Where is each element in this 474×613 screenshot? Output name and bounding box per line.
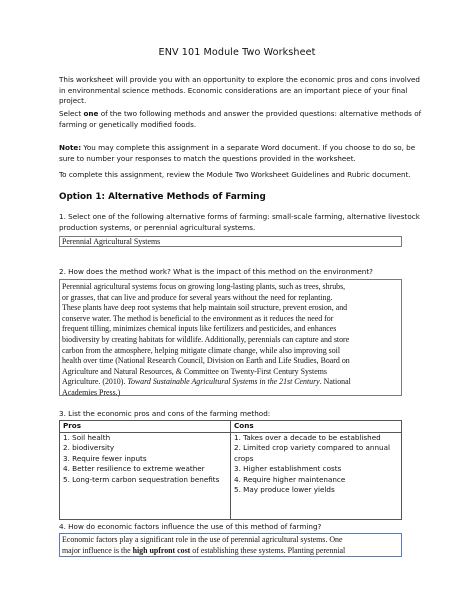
- answer-4-line-2-suffix: of establishing these systems. Planting perennial: [190, 545, 346, 555]
- select-suffix: of the two following methods and answer the provided questions: alternative methods of farming or genetically modified foods.: [59, 109, 422, 129]
- cons-list-item: 2. Limited crop variety compared to annual: [234, 443, 390, 453]
- table-header-row: [60, 421, 402, 433]
- select-bold: one: [83, 109, 99, 118]
- pros-list-item: 5. Long-term carbon sequestration benefits: [63, 474, 220, 484]
- intro-paragraph: This worksheet will provide you with an opportunity to explore the economic pros and cons involved in environmental science methods. Economic considerations are an important piece of your final project.: [59, 75, 420, 106]
- answer-2-citation-lead: Agriculture. (2010).: [62, 377, 128, 387]
- answer-2-line: These plants have deep root systems that help maintain soil structure, prevent erosion, and: [62, 303, 348, 313]
- cons-header: Cons: [231, 421, 402, 433]
- question-1: 1. Select one of the following alternative forms of farming: small-scale farming, alternative livestock production systems, or perennial agricultural systems.: [59, 212, 420, 232]
- select-paragraph: [59, 109, 424, 130]
- question-4: 4. How do economic factors influence the use of this method of farming?: [59, 522, 322, 531]
- answer-4-line-2: [62, 546, 399, 557]
- answer-4-line-1: Economic factors play a significant role in the use of perennial agricultural systems. One: [62, 535, 343, 544]
- cons-list-item: crops: [234, 453, 254, 463]
- answer-2-book-title: Toward Sustainable Agricultural Systems in the 21st Century: [127, 377, 320, 387]
- answer-2-line: health over time (National Research Council, Division on Earth and Life Studies, Board on: [62, 356, 350, 366]
- cons-list-item: 1. Takes over a decade to be established: [234, 433, 381, 442]
- select-prefix: Select: [59, 109, 84, 118]
- complete-paragraph: To complete this assignment, review the Module Two Worksheet Guidelines and Rubric document.: [59, 170, 411, 179]
- answer-2-line: Perennial agricultural systems focus on growing long-lasting plants, such as trees, shrubs,: [62, 282, 346, 291]
- note-paragraph: [59, 143, 424, 164]
- cons-list-item: 3. Higher establishment costs: [234, 464, 342, 474]
- answer-2-field[interactable]: [59, 279, 402, 396]
- answer-2-last-line: Academies Press.): [62, 387, 121, 397]
- answer-4-line-2-prefix: major influence is the: [62, 545, 133, 555]
- answer-2-line: conserve water. The method is beneficial to the environment as it reduces the need for: [62, 313, 334, 323]
- answer-2-line: or grasses, that can live and produce for several years without the need for replanting.: [62, 292, 333, 302]
- question-2: 2. How does the method work? What is the impact of this method on the environment?: [59, 267, 373, 276]
- pros-list-item: 1. Soil health: [63, 433, 111, 442]
- pros-list-item: 2. biodiversity: [63, 443, 115, 453]
- cons-list-item: 5. May produce lower yields: [234, 485, 335, 495]
- pros-list-item: 4. Better resilience to extreme weather: [63, 464, 205, 474]
- answer-4-bold-phrase: high upfront cost: [132, 545, 191, 555]
- answer-2-line: frequent tilling, minimizes chemical inputs like fertilizers and pesticides, and enhances: [62, 324, 337, 334]
- cons-cell[interactable]: [231, 433, 402, 520]
- answer-2-line: biodiversity by creating habitats for wildlife. Additionally, perennials can capture and store: [62, 334, 350, 344]
- table-body-row: [60, 433, 402, 520]
- question-3: 3. List the economic pros and cons of the farming method:: [59, 409, 271, 418]
- cons-list-item: 4. Require higher maintenance: [234, 474, 346, 484]
- answer-2-text: [62, 282, 399, 377]
- answer-4-field[interactable]: [59, 533, 402, 557]
- note-text: You may complete this assignment in a separate Word document. If you choose to do so, be sure to number your responses to match the questions provided in the worksheet.: [59, 143, 416, 163]
- pros-cell[interactable]: [60, 433, 231, 520]
- note-label: Note:: [59, 143, 82, 152]
- page-title: ENV 101 Module Two Worksheet: [158, 47, 316, 58]
- pros-cons-table: [59, 420, 402, 520]
- pros-header: Pros: [60, 421, 231, 433]
- pros-list-item: 3. Require fewer inputs: [63, 453, 147, 463]
- answer-2-line: carbon from the atmosphere, helping mitigate climate change, while also improving soil: [62, 345, 341, 355]
- answer-2-line: Agriculture and Natural Resources, & Committee on Twenty-First Century Systems: [62, 366, 327, 376]
- option-heading: Option 1: Alternative Methods of Farming: [59, 192, 266, 202]
- answer-2-citation-tail: . National: [319, 377, 351, 387]
- answer-2-citation-line: [62, 377, 399, 388]
- answer-1-field[interactable]: Perennial Agricultural Systems: [59, 236, 402, 247]
